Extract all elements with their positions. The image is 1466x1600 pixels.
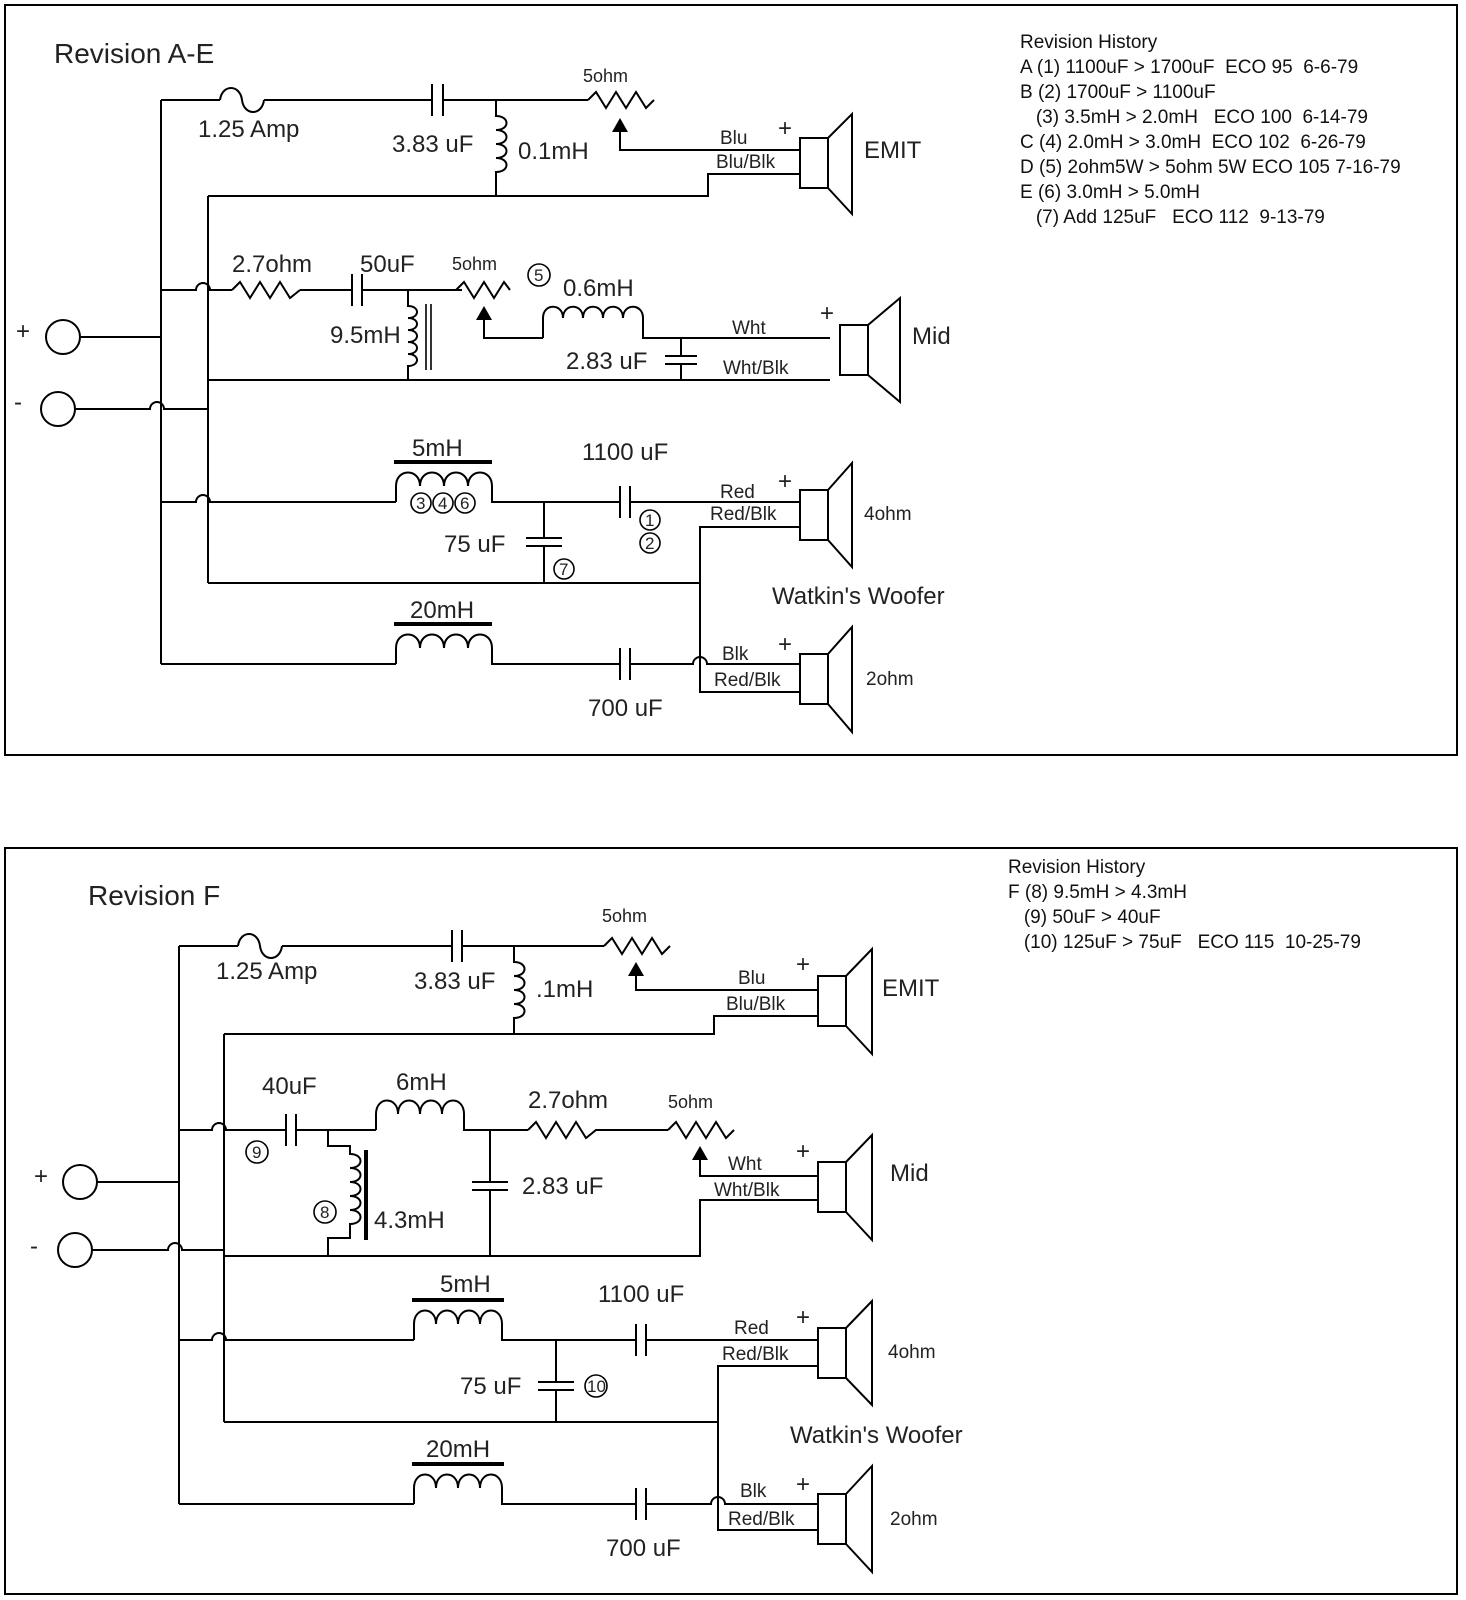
mid-pot-label: 5ohm: [452, 254, 498, 274]
revision-marker-number: 9: [252, 1143, 262, 1162]
history-line: (9) 50uF > 40uF: [1008, 907, 1161, 928]
woofer4-series-cap-label: 1100 uF: [582, 439, 669, 466]
woofer2-wire-neg: Red/Blk: [728, 1509, 795, 1530]
mid-series-coil-label: 0.6mH: [563, 275, 634, 302]
woofer4-coil-label: 5mH: [412, 435, 463, 462]
revision-marker-number: 8: [320, 1203, 330, 1222]
tweeter-label: EMIT: [864, 137, 922, 164]
mid-cap-label: 50uF: [360, 251, 415, 278]
mid-cap-label: 40uF: [262, 1073, 317, 1100]
mid-shunt-cap-label: 2.83 uF: [522, 1173, 604, 1200]
woofer2-label: 2ohm: [866, 669, 914, 690]
woofer4-wire-pos: Red: [720, 482, 755, 503]
woofer4-coil-label: 5mH: [440, 1271, 491, 1298]
panel-revision-f: [5, 848, 1457, 1594]
woofer4-label: 4ohm: [888, 1342, 936, 1363]
woofer2-cap-label: 700 uF: [588, 695, 663, 722]
history-title: Revision History: [1008, 857, 1146, 878]
woofer2-wire-pos: Blk: [740, 1481, 767, 1502]
mid-resistor-label: 2.7ohm: [232, 251, 313, 278]
mid-series-coil-label: 6mH: [396, 1069, 447, 1096]
woofer2-plus-mark: +: [796, 1471, 811, 1498]
tweeter-plus-mark: +: [778, 115, 793, 142]
panel-revision-a-e: [5, 5, 1457, 755]
woofer4-shunt-cap-label: 75 uF: [444, 531, 506, 558]
tweeter-coil-label: .1mH: [536, 976, 594, 1003]
tweeter-wire-pos: Blu: [720, 128, 748, 149]
panel-title: Revision A-E: [54, 38, 215, 69]
panel-title: Revision F: [88, 880, 221, 911]
tweeter-label: EMIT: [882, 975, 940, 1002]
woofer2-wire-neg: Red/Blk: [714, 670, 781, 691]
revision-marker-number: 2: [645, 534, 655, 553]
history-line: A (1) 1100uF > 1700uF ECO 95 6-6-79: [1020, 57, 1359, 78]
mid-wire-pos: Wht: [732, 318, 766, 339]
woofer-title: Watkin's Woofer: [772, 583, 945, 610]
history-line: D (5) 2ohm5W > 5ohm 5W ECO 105 7-16-79: [1020, 157, 1401, 178]
plus-terminal-sign: +: [16, 318, 31, 345]
revision-marker-number: 1: [645, 511, 655, 530]
history-line: F (8) 9.5mH > 4.3mH: [1008, 882, 1187, 903]
mid-label: Mid: [890, 1160, 929, 1187]
mid-shunt-coil-label: 9.5mH: [330, 322, 401, 349]
fuse-label: 1.25 Amp: [198, 116, 300, 143]
tweeter-cap-label: 3.83 uF: [392, 131, 474, 158]
history-line: (10) 125uF > 75uF ECO 115 10-25-79: [1008, 932, 1361, 953]
woofer2-label: 2ohm: [890, 1509, 938, 1530]
revision-marker-number: 10: [587, 1377, 606, 1396]
history-line: (3) 3.5mH > 2.0mH ECO 100 6-14-79: [1020, 107, 1368, 128]
tweeter-coil-label: 0.1mH: [518, 138, 589, 165]
tweeter-wire-neg: Blu/Blk: [716, 152, 776, 173]
mid-shunt-cap-label: 2.83 uF: [566, 348, 648, 375]
woofer4-wire-neg: Red/Blk: [710, 504, 777, 525]
woofer2-plus-mark: +: [778, 631, 793, 658]
history-line: (7) Add 125uF ECO 112 9-13-79: [1020, 207, 1325, 228]
woofer2-coil-label: 20mH: [426, 1436, 491, 1463]
mid-pot-label: 5ohm: [668, 1092, 714, 1112]
mid-wire-neg: Wht/Blk: [714, 1180, 780, 1201]
mid-wire-neg: Wht/Blk: [723, 358, 789, 379]
mid-plus-mark: +: [796, 1138, 811, 1165]
mid-wire-pos: Wht: [728, 1154, 762, 1175]
tweeter-wire-neg: Blu/Blk: [726, 994, 786, 1015]
woofer2-cap-label: 700 uF: [606, 1535, 681, 1562]
revision-marker-number: 3: [416, 494, 426, 513]
woofer4-plus-mark: +: [796, 1304, 811, 1331]
history-line: C (4) 2.0mH > 3.0mH ECO 102 6-26-79: [1020, 132, 1366, 153]
history-line: E (6) 3.0mH > 5.0mH: [1020, 182, 1201, 203]
revision-marker-number: 6: [460, 494, 470, 513]
woofer4-shunt-cap-label: 75 uF: [460, 1373, 522, 1400]
woofer2-wire-pos: Blk: [722, 644, 749, 665]
minus-terminal-sign: -: [30, 1233, 38, 1260]
tweeter-cap-label: 3.83 uF: [414, 968, 496, 995]
woofer4-label: 4ohm: [864, 504, 912, 525]
fuse-label: 1.25 Amp: [216, 958, 318, 985]
mid-label: Mid: [912, 323, 951, 350]
woofer4-wire-neg: Red/Blk: [722, 1344, 789, 1365]
revision-marker-number: 5: [534, 266, 544, 285]
mid-shunt-coil-label: 4.3mH: [374, 1207, 445, 1234]
minus-terminal-sign: -: [14, 389, 22, 416]
woofer4-series-cap-label: 1100 uF: [598, 1281, 685, 1308]
mid-resistor-label: 2.7ohm: [528, 1087, 609, 1114]
mid-plus-mark: +: [820, 300, 835, 327]
tweeter-pot-label: 5ohm: [583, 66, 629, 86]
tweeter-plus-mark: +: [796, 951, 811, 978]
woofer4-plus-mark: +: [778, 468, 793, 495]
woofer-title: Watkin's Woofer: [790, 1422, 963, 1449]
woofer2-coil-label: 20mH: [410, 597, 475, 624]
revision-marker-number: 4: [438, 494, 448, 513]
tweeter-wire-pos: Blu: [738, 968, 766, 989]
plus-terminal-sign: +: [34, 1163, 49, 1190]
revision-marker-number: 7: [559, 560, 569, 579]
tweeter-pot-label: 5ohm: [602, 906, 648, 926]
history-line: B (2) 1700uF > 1100uF: [1020, 82, 1216, 103]
woofer4-wire-pos: Red: [734, 1318, 769, 1339]
history-title: Revision History: [1020, 32, 1158, 53]
